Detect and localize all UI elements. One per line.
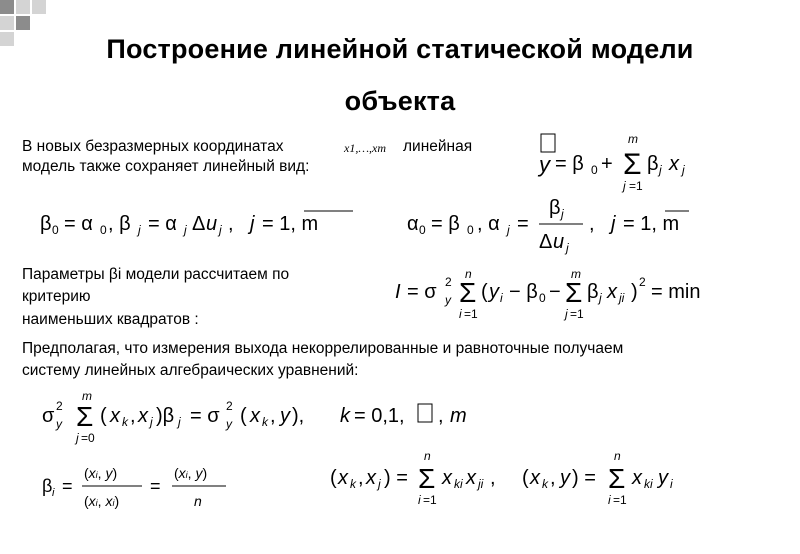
svg-text:x: x <box>250 405 260 427</box>
svg-text:Σ: Σ <box>565 277 583 308</box>
svg-text:k: k <box>340 405 350 427</box>
svg-text:x: x <box>669 153 679 175</box>
para1-line1a: В новых безразмерных координатах <box>22 138 284 155</box>
svg-text:β: β <box>42 476 53 496</box>
svg-text:j: j <box>76 431 79 445</box>
svg-text:x: x <box>530 467 540 489</box>
svg-text:j: j <box>378 477 381 491</box>
svg-text:,: , <box>358 467 364 489</box>
svg-text:Δ: Δ <box>539 231 553 253</box>
svg-text:− β: − β <box>509 281 538 303</box>
svg-text:0: 0 <box>467 223 474 237</box>
svg-text:2: 2 <box>226 399 233 413</box>
svg-text:j: j <box>184 223 187 237</box>
svg-text:k: k <box>350 477 356 491</box>
svg-text:x: x <box>442 467 452 489</box>
svg-text:(: ( <box>100 405 107 427</box>
svg-text:u: u <box>553 231 565 253</box>
svg-text:Σ: Σ <box>418 463 436 494</box>
svg-text:Σ: Σ <box>459 277 477 308</box>
svg-text:0: 0 <box>100 223 107 237</box>
svg-text:= 0,1,: = 0,1, <box>354 405 405 427</box>
svg-text:) =: ) = <box>572 467 596 489</box>
svg-text:j: j <box>623 179 626 193</box>
svg-text:j: j <box>138 223 141 237</box>
svg-text:y: y <box>658 467 668 489</box>
svg-text:I: I <box>395 281 401 303</box>
svg-text:2: 2 <box>445 275 452 289</box>
svg-text:j: j <box>565 307 568 321</box>
svg-text:(xi, y): (xi, y) <box>84 465 118 481</box>
svg-text:0: 0 <box>539 291 546 305</box>
svg-text:x: x <box>607 281 617 303</box>
svg-text:k: k <box>542 477 548 491</box>
svg-text:i: i <box>52 487 55 499</box>
svg-text:k: k <box>262 415 268 429</box>
model-equation <box>535 128 700 196</box>
svg-text:0: 0 <box>591 163 598 177</box>
svg-text:j: j <box>682 163 685 177</box>
svg-text:y: y <box>539 152 550 177</box>
svg-text:(: ( <box>522 467 529 489</box>
svg-text:n: n <box>614 449 621 463</box>
svg-text:,: , <box>438 405 444 427</box>
svg-text:β: β <box>647 153 659 175</box>
svg-text:y: y <box>445 293 451 307</box>
para1-line2: модель также сохраняет линейный вид: <box>22 158 310 175</box>
svg-text:−: − <box>549 281 561 303</box>
svg-text:(xi, xi): (xi, xi) <box>84 493 120 509</box>
slide-title-line2: объекта <box>344 86 456 116</box>
svg-text:y: y <box>489 281 499 303</box>
svg-text:x: x <box>110 405 120 427</box>
svg-text:(xi, y): (xi, y) <box>174 465 208 481</box>
svg-text:=1: =1 <box>613 493 627 507</box>
svg-text:=0: =0 <box>81 431 95 445</box>
svg-text:,: , <box>130 405 136 427</box>
svg-text:0: 0 <box>419 223 426 237</box>
svg-text:y: y <box>56 417 62 431</box>
svg-text:u: u <box>206 213 218 235</box>
svg-text:= σ: = σ <box>407 281 437 303</box>
svg-text:n: n <box>194 493 202 509</box>
transform-equation-2 <box>405 192 705 258</box>
svg-text:,: , <box>490 467 496 489</box>
system-equation <box>40 384 530 446</box>
svg-text:m: m <box>571 267 581 281</box>
svg-text:,: , <box>270 405 276 427</box>
svg-text:β: β <box>40 213 52 235</box>
transform-equation-1 <box>38 198 368 250</box>
svg-text:y: y <box>280 405 290 427</box>
svg-text:j: j <box>150 415 153 429</box>
svg-text:k: k <box>122 415 128 429</box>
para3-line1: Предполагая, что измерения выхода некоррелированные и равноточные получаем <box>22 340 624 357</box>
para2-line1: Параметры βi модели рассчитаем по <box>22 266 290 283</box>
svg-text:j: j <box>561 207 564 221</box>
svg-text:y: y <box>560 467 570 489</box>
svg-text:)β: )β <box>156 405 175 427</box>
svg-text:2: 2 <box>56 399 63 413</box>
svg-text:x: x <box>466 467 476 489</box>
svg-text:=: = <box>62 476 73 496</box>
svg-text:= min: = min <box>651 281 701 303</box>
svg-text:=1: =1 <box>570 307 584 321</box>
svg-text:j: j <box>507 223 510 237</box>
svg-text:i: i <box>670 477 673 491</box>
svg-text:x: x <box>366 467 376 489</box>
svg-text:= α: = α <box>64 213 93 235</box>
svg-text:j: j <box>250 213 255 235</box>
svg-text:,: , <box>550 467 556 489</box>
svg-text:n: n <box>465 267 472 281</box>
svg-text:m: m <box>82 389 92 403</box>
svg-text:m: m <box>628 132 638 146</box>
svg-text:j: j <box>219 223 222 237</box>
svg-text:(: ( <box>481 281 488 303</box>
svg-text:j: j <box>599 291 602 305</box>
svg-text:= β: = β <box>555 153 584 175</box>
svg-text:= β: = β <box>431 213 460 235</box>
svg-text:ki: ki <box>644 477 653 491</box>
svg-text:i: i <box>500 291 503 305</box>
svg-text:α: α <box>407 213 419 235</box>
svg-text:Δ: Δ <box>192 213 206 235</box>
svg-text:(: ( <box>330 467 337 489</box>
svg-text:): ) <box>631 281 638 303</box>
para3-line2: систему линейных алгебраических уравнений: <box>22 362 359 379</box>
svg-text:i: i <box>459 307 462 321</box>
svg-text:0: 0 <box>52 223 59 237</box>
svg-text:Σ: Σ <box>608 463 626 494</box>
svg-text:=: = <box>517 213 529 235</box>
svg-text:ji: ji <box>619 291 625 305</box>
coords-inline: x1,…,xm <box>344 141 386 155</box>
svg-text:) =: ) = <box>384 467 408 489</box>
svg-text:=1: =1 <box>464 307 478 321</box>
svg-text:Σ: Σ <box>76 401 94 432</box>
svg-text:i: i <box>418 493 421 507</box>
para2-line3: наименьших квадратов : <box>22 311 199 328</box>
svg-text:x: x <box>138 405 148 427</box>
svg-text:x: x <box>338 467 348 489</box>
svg-text:i: i <box>608 493 611 507</box>
svg-text:= 1, m: = 1, m <box>262 213 319 235</box>
svg-text:(: ( <box>240 405 247 427</box>
svg-text:= σ: = σ <box>190 405 220 427</box>
para1-line1b: линейная <box>403 138 473 155</box>
svg-text:ji: ji <box>478 477 484 491</box>
svg-text:+: + <box>601 153 613 175</box>
svg-text:=: = <box>150 476 161 496</box>
criterion-equation <box>393 264 723 326</box>
svg-text:σ: σ <box>42 405 55 427</box>
svg-text:Σ: Σ <box>623 148 642 181</box>
para2-line2: критерию <box>22 288 91 305</box>
svg-text:, α: , α <box>477 213 500 235</box>
svg-text:=1: =1 <box>423 493 437 507</box>
svg-text:y: y <box>226 417 232 431</box>
svg-text:j: j <box>611 213 616 235</box>
inner-products-equation <box>328 446 698 510</box>
svg-text:β: β <box>587 281 599 303</box>
svg-text:j: j <box>659 163 662 177</box>
svg-text:,: , <box>228 213 234 235</box>
svg-text:β: β <box>549 197 561 219</box>
svg-text:n: n <box>424 449 431 463</box>
svg-text:j: j <box>566 241 569 255</box>
svg-text:= 1, m: = 1, m <box>623 213 680 235</box>
svg-text:=1: =1 <box>629 179 643 193</box>
svg-text:x: x <box>632 467 642 489</box>
svg-text:),: ), <box>292 405 305 427</box>
svg-text:m: m <box>450 405 467 427</box>
svg-text:,: , <box>589 213 595 235</box>
svg-text:, β: , β <box>108 213 131 235</box>
svg-text:= α: = α <box>148 213 177 235</box>
svg-text:2: 2 <box>639 275 646 289</box>
slide-title-line1: Построение линейной статической модели <box>106 34 694 64</box>
beta-solution-equation <box>40 456 250 518</box>
svg-text:ki: ki <box>454 477 463 491</box>
svg-text:j: j <box>178 415 181 429</box>
